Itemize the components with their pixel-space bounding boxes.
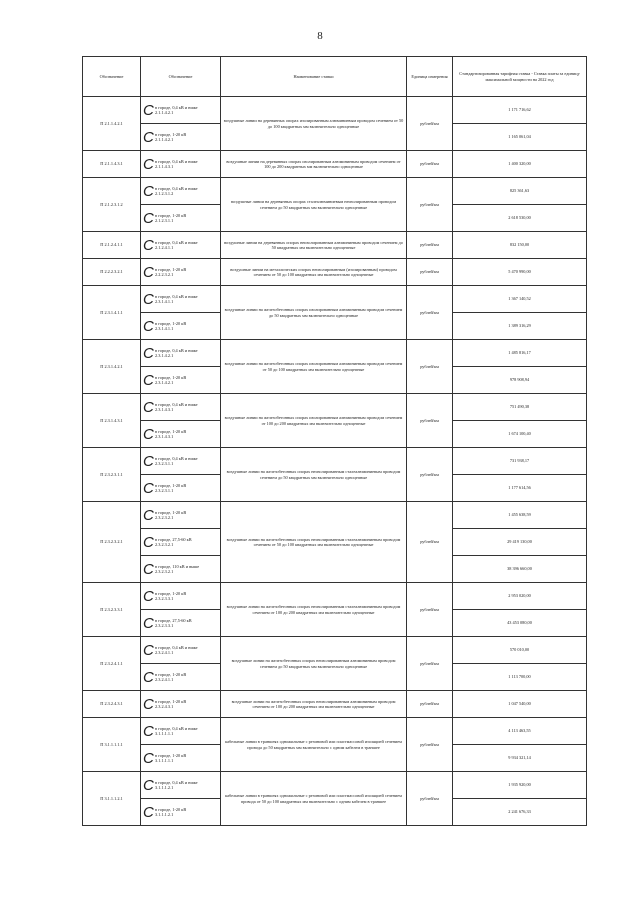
designation-glyph: C [143,776,154,794]
designation-cell [141,529,221,556]
designation-cell [141,475,221,502]
designation-glyph: C [143,236,154,254]
rate-value: 2 241 676,33 [453,799,587,826]
designation-glyph: C [143,695,154,713]
rate-name: воздушные линии на железобетонных опорах неизолированным сталеалюминиевым проводом сечением до 50 квадратных мм включительно одноцепные [221,448,407,502]
designation-location: в городе, 27,5-60 кВ [155,536,192,542]
rate-unit: рублей/км [407,394,453,448]
designation-location: в городе, 0,4 кВ и ниже [155,455,198,461]
designation-location: в городе, 1-20 кВ [155,590,187,596]
rate-code: П 3.1.1.1.2.1 [83,772,141,826]
designation-cell [141,178,221,205]
designation-glyph: C [143,641,154,659]
rate-value: 1 171 716,62 [453,97,587,124]
designation-number: 2.3.1.4.2.1 [155,353,174,358]
designation-glyph: C [143,803,154,821]
designation-glyph: C [143,479,154,497]
designation-glyph: C [143,722,154,740]
page-number: 8 [317,30,323,42]
rate-unit: рублей/км [407,97,453,151]
rate-name: воздушные линии на железобетонных опорах неизолированным алюминиевым проводом сечением от 100 до 200 квадратных мм включительно одноцепные [221,691,407,718]
designation-number: 2.1.2.4.1.1 [155,245,174,250]
rate-unit: рублей/км [407,178,453,232]
designation-cell [141,718,221,745]
designation-cell [141,448,221,475]
rate-value: 832 150,00 [453,232,587,259]
designation-cell [141,799,221,826]
rate-code: П 2.1.2.4.1.1 [83,232,141,259]
designation-cell [141,583,221,610]
designation-number: 2.1.1.4.2.1 [155,110,174,115]
rate-code: П 2.3.2.4.3.1 [83,691,141,718]
designation-location: в городе, 0,4 кВ и ниже [155,104,198,110]
designation-number: 2.3.1.4.2.1 [155,380,174,385]
rate-code: П 2.3.2.3.3.1 [83,583,141,637]
designation-location: в городе, 1-20 кВ [155,752,187,758]
designation-glyph: C [143,371,154,389]
table-row [83,97,587,124]
designation-location: в городе, 0,4 кВ и ниже [155,347,198,353]
designation-glyph: C [143,155,154,173]
designation-location: в городе, 27,5-60 кВ [155,617,192,623]
designation-number: 2.3.1.4.1.1 [155,299,174,304]
designation-glyph: C [143,749,154,767]
designation-cell [141,151,221,178]
designation-cell [141,556,221,583]
designation-glyph: C [143,398,154,416]
header-name: Наименование ставки [221,57,407,97]
rate-unit: рублей/км [407,259,453,286]
rate-value: 2 953 020,00 [453,583,587,610]
designation-number: 2.3.2.4.3.1 [155,704,174,709]
designation-location: в городе, 1-20 кВ [155,320,187,326]
rate-value: 1 455 638,59 [453,502,587,529]
rate-value: 2 618 530,00 [453,205,587,232]
rate-value: 29 419 130,00 [453,529,587,556]
designation-location: в городе, 0,4 кВ и ниже [155,239,198,245]
designation-number: 2.3.2.3.3.1 [155,623,174,628]
designation-number: 3.1.1.1.2.1 [155,812,174,817]
designation-location: в городе, 110 кВ и выше [155,563,200,569]
rate-code: П 2.3.2.3.1.1 [83,448,141,502]
designation-location: в городе, 0,4 кВ и ниже [155,725,198,731]
designation-glyph: C [143,506,154,524]
designation-glyph: C [143,317,154,335]
rate-name: воздушные линии на деревянных опорах неизолированным алюминиевым проводом сечением до 50 квадратных мм включительно одноцепные [221,232,407,259]
rate-code: П 2.1.1.4.3.1 [83,151,141,178]
table-row [83,448,587,475]
designation-cell [141,394,221,421]
designation-location: в городе, 0,4 кВ и ниже [155,779,198,785]
designation-glyph: C [143,560,154,578]
rate-unit: рублей/км [407,637,453,691]
designation-number: 2.3.1.4.1.1 [155,326,174,331]
table-row [83,286,587,313]
rate-unit: рублей/км [407,286,453,340]
table-row [83,772,587,799]
rate-value: 1 113 700,00 [453,664,587,691]
rate-value: 9 934 321,14 [453,745,587,772]
designation-glyph: C [143,209,154,227]
designation-cell [141,259,221,286]
designation-glyph: C [143,587,154,605]
designation-number: 3.1.1.1.1.1 [155,731,174,736]
designation-number: 2.1.2.3.1.2 [155,191,174,196]
designation-number: 3.1.1.1.2.1 [155,785,174,790]
designation-location: в городе, 1-20 кВ [155,806,187,812]
designation-cell [141,340,221,367]
designation-glyph: C [143,101,154,119]
designation-cell [141,772,221,799]
rate-value: 38 396 660,00 [453,556,587,583]
rate-value: 825 361,63 [453,178,587,205]
rate-unit: рублей/км [407,691,453,718]
designation-number: 2.3.2.3.2.1 [155,515,174,520]
designation-glyph: C [143,344,154,362]
designation-location: в городе, 1-20 кВ [155,374,187,380]
rate-unit: рублей/км [407,232,453,259]
designation-number: 2.3.2.3.1.1 [155,488,174,493]
header-code: Обозначение [83,57,141,97]
designation-cell [141,313,221,340]
rate-code: П 2.3.1.4.1.1 [83,286,141,340]
header-value: Стандартизированная тарифная ставка - Ставка платы за единицу максимальной мощности на 2022 год [453,57,587,97]
designation-glyph: C [143,533,154,551]
designation-cell [141,286,221,313]
designation-number: 2.2.2.3.2.1 [155,272,174,277]
rate-name: воздушные линии на металлических опорах неизолированным (изолированным) проводом сечением от 50 до 100 квадратных мм включительно одноцепные [221,259,407,286]
designation-location: в городе, 1-20 кВ [155,482,187,488]
table-row [83,259,587,286]
designation-cell [141,421,221,448]
rate-value: 1 367 140,52 [453,286,587,313]
header-unit: Единица измерения [407,57,453,97]
designation-location: в городе, 0,4 кВ и ниже [155,401,198,407]
designation-number: 2.3.2.4.1.1 [155,677,174,682]
rate-code: П 2.3.1.4.3.1 [83,394,141,448]
designation-cell [141,610,221,637]
designation-location: в городе, 1-20 кВ [155,698,187,704]
rate-code: П 3.1.1.1.1.1 [83,718,141,772]
designation-location: в городе, 0,4 кВ и ниже [155,158,198,164]
rate-value: 1 485 816,17 [453,340,587,367]
rate-unit: рублей/км [407,718,453,772]
designation-number: 2.1.1.4.2.1 [155,137,174,142]
rate-unit: рублей/км [407,448,453,502]
rate-unit: рублей/км [407,340,453,394]
designation-number: 3.1.1.1.1.1 [155,758,174,763]
rate-name: воздушные линии на деревянных опорах сталеалюминиевым неизолированным проводом сечением до 50 квадратных мм включительно одноцепные [221,178,407,232]
designation-location: в городе, 1-20 кВ [155,131,187,137]
rate-name: воздушные линии на деревянных опорах изолированным алюминиевым проводом сечением от 50 до 100 квадратных мм включительно одноцепные [221,97,407,151]
designation-glyph: C [143,614,154,632]
designation-number: 2.3.1.4.3.1 [155,434,174,439]
table-row [83,502,587,529]
designation-cell [141,97,221,124]
rate-name: воздушные линии на железобетонных опорах изолированным алюминиевым проводом сечением от 100 до 200 квадратных мм включительно одноцепные [221,394,407,448]
designation-number: 2.3.1.4.3.1 [155,407,174,412]
rate-value: 43 453 080,00 [453,610,587,637]
rate-unit: рублей/км [407,502,453,583]
designation-number: 2.3.2.3.2.1 [155,569,174,574]
designation-number: 2.3.2.3.1.1 [155,461,174,466]
rate-value: 1 400 320,00 [453,151,587,178]
designation-cell [141,232,221,259]
designation-location: в городе, 1-20 кВ [155,212,187,218]
rate-name: воздушные линии на железобетонных опорах неизолированным сталеалюминиевым проводом сечением от 50 до 100 квадратных мм включительно одноцепные [221,502,407,583]
rate-name: воздушные линии на железобетонных опорах неизолированным алюминиевым проводом сечением до 50 квадратных мм включительно одноцепные [221,637,407,691]
rate-value: 5 470 990,00 [453,259,587,286]
rate-value: 1 177 614,56 [453,475,587,502]
rate-value: 978 908,94 [453,367,587,394]
designation-glyph: C [143,452,154,470]
designation-number: 2.3.2.4.1.1 [155,650,174,655]
table-row [83,151,587,178]
rate-value: 751 490,38 [453,394,587,421]
rate-value: 570 010,00 [453,637,587,664]
rate-value: 4 113 463,55 [453,718,587,745]
designation-cell [141,205,221,232]
table-header-row [83,57,587,97]
rate-unit: рублей/км [407,583,453,637]
designation-glyph: C [143,290,154,308]
designation-cell [141,637,221,664]
rate-value: 1 389 316,29 [453,313,587,340]
rate-code: П 2.1.2.3.1.2 [83,178,141,232]
rate-code: П 2.2.2.3.2.1 [83,259,141,286]
designation-glyph: C [143,128,154,146]
rate-code: П 2.3.1.4.2.1 [83,340,141,394]
rate-name: воздушные линии на деревянных опорах изолированным алюминиевым проводом сечением от 100 до 200 квадратных мм включительно одноцепные [221,151,407,178]
designation-number: 2.3.2.3.2.1 [155,542,174,547]
designation-location: в городе, 0,4 кВ и ниже [155,644,198,650]
rate-name: воздушные линии на железобетонных опорах изолированным алюминиевым проводом сечением до 50 квадратных мм включительно одноцепные [221,286,407,340]
rate-code: П 2.3.2.4.1.1 [83,637,141,691]
rate-unit: рублей/км [407,772,453,826]
rate-code: П 2.1.1.4.2.1 [83,97,141,151]
rate-value: 1 165 061,04 [453,124,587,151]
table-row [83,691,587,718]
designation-glyph: C [143,182,154,200]
designation-location: в городе, 1-20 кВ [155,509,187,515]
rate-value: 1 674 100,40 [453,421,587,448]
table-row [83,178,587,205]
designation-location: в городе, 0,4 кВ и ниже [155,185,198,191]
designation-glyph: C [143,668,154,686]
designation-location: в городе, 1-20 кВ [155,671,187,677]
designation-number: 2.3.2.3.3.1 [155,596,174,601]
table-row [83,583,587,610]
designation-cell [141,502,221,529]
header-designation: Обозначение [141,57,221,97]
rate-code: П 2.3.2.3.2.1 [83,502,141,583]
designation-number: 2.1.2.3.1.1 [155,218,174,223]
designation-location: в городе, 0,4 кВ и ниже [155,293,198,299]
rate-name: воздушные линии на железобетонных опорах неизолированным сталеалюминиевым проводом сечением от 100 до 200 квадратных мм включительно одноцепные [221,583,407,637]
designation-number: 2.1.1.4.3.1 [155,164,174,169]
rate-name: кабельные линии в траншеях одножильные с резиновой или пластмассовой изоляцией сечением провода до 50 квадратных мм включительно с одним кабелем в траншее [221,718,407,772]
designation-location: в городе, 1-20 кВ [155,266,187,272]
rate-unit: рублей/км [407,151,453,178]
designation-cell [141,124,221,151]
designation-cell [141,691,221,718]
designation-cell [141,664,221,691]
table-row [83,637,587,664]
rate-value: 1 935 920,00 [453,772,587,799]
table-row [83,232,587,259]
table-row [83,394,587,421]
table-row [83,718,587,745]
rate-name: воздушные линии на железобетонных опорах изолированным алюминиевым проводом сечением от 50 до 100 квадратных мм включительно одноцепные [221,340,407,394]
rate-value: 1 047 540,00 [453,691,587,718]
designation-location: в городе, 1-20 кВ [155,428,187,434]
designation-glyph: C [143,263,154,281]
designation-glyph: C [143,425,154,443]
table-row [83,340,587,367]
tariff-table [82,56,587,826]
designation-cell [141,745,221,772]
rate-name: кабельные линии в траншеях одножильные с резиновой или пластмассовой изоляцией сечением провода от 50 до 100 квадратных мм включительно с одним кабелем в траншее [221,772,407,826]
rate-value: 731 938,17 [453,448,587,475]
designation-cell [141,367,221,394]
